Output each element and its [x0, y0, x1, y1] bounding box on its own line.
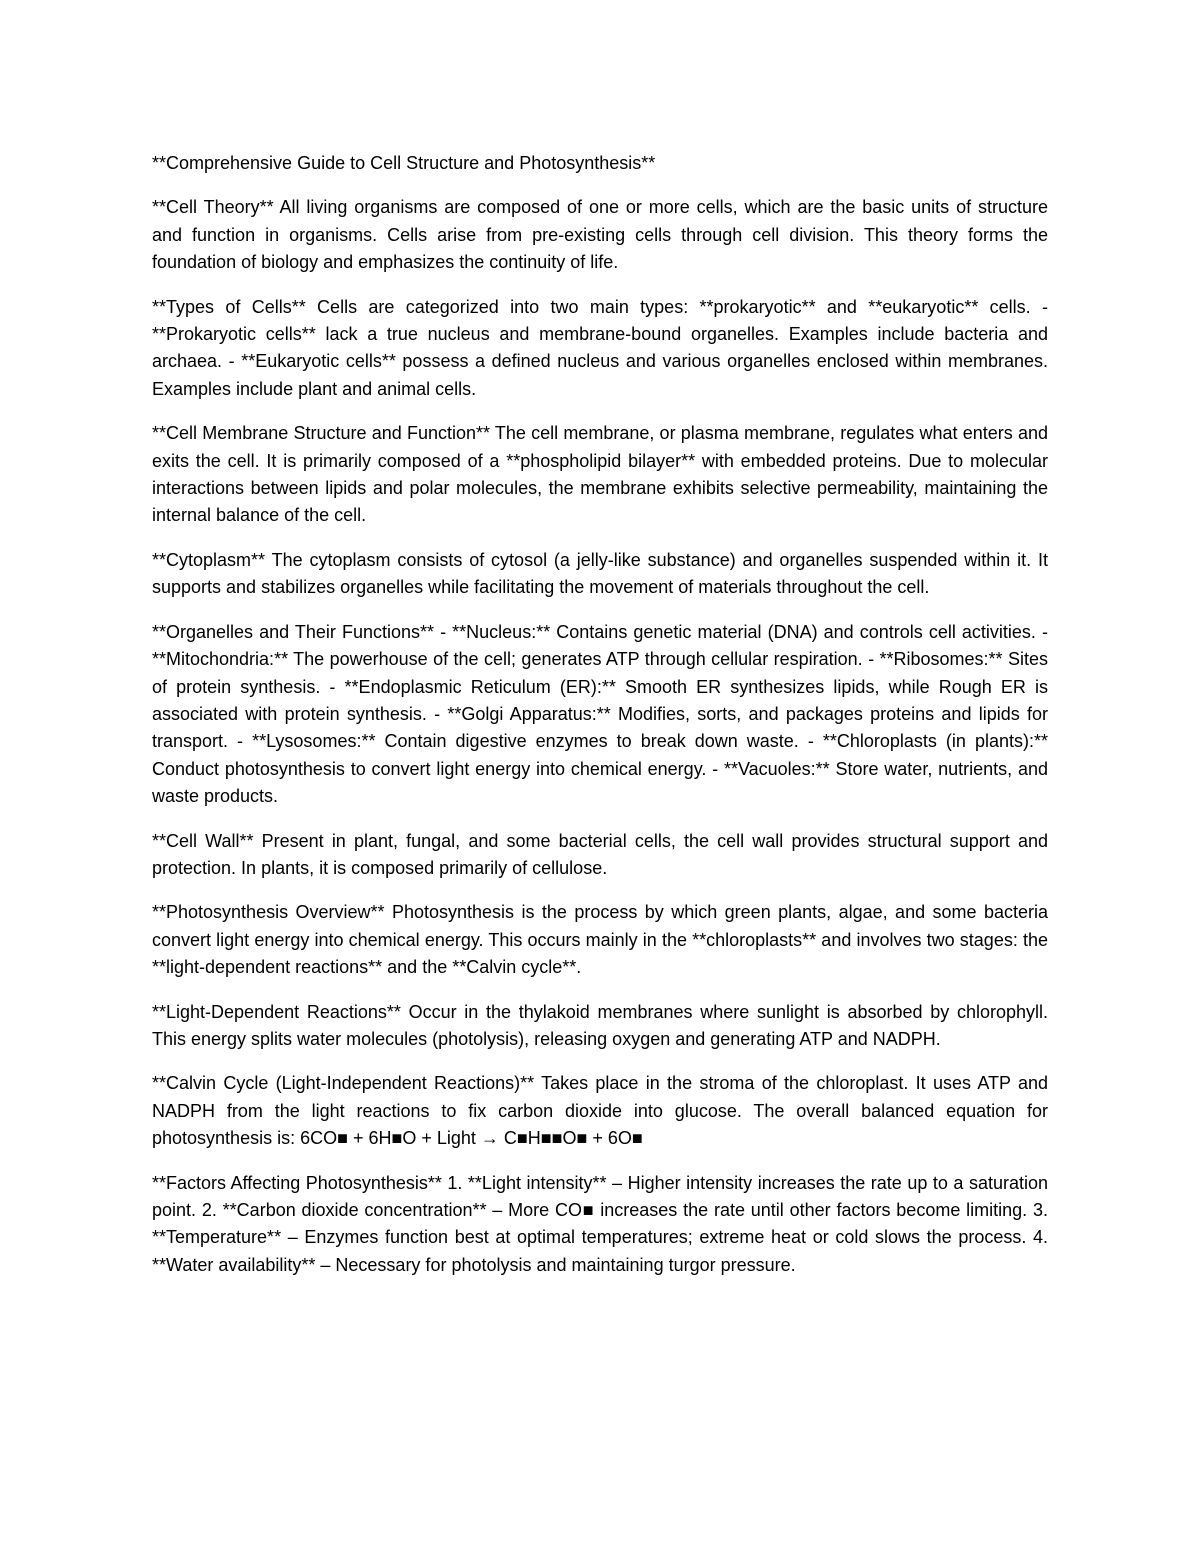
paragraph-cytoplasm: **Cytoplasm** The cytoplasm consists of cytosol (a jelly-like substance) and organelles suspended within it. It supports and stabilizes organelles while facilitating the movement of materials throughout the cell.: [152, 549, 1048, 598]
paragraph-light-dependent-reactions: **Light-Dependent Reactions** Occur in the thylakoid membranes where sunlight is absorbed by chlorophyll. This energy splits water molecules (photolysis), releasing oxygen and generating ATP and NADPH.: [152, 1001, 1048, 1049]
document-page: [152, 150, 1048, 1296]
document-title: **Comprehensive Guide to Cell Structure and Photosynthesis**: [152, 153, 656, 173]
paragraph-organelles: **Organelles and Their Functions** - **Nucleus:** Contains genetic material (DNA) and controls cell activities. - **Mitochondria:** The powerhouse of the cell; generates ATP through cellular respiration. - **Ribosomes:** Sites of protein synthesis. - **Endoplasmic Reticulum (ER):** Smooth ER synthesizes lipids, while Rough ER is associated with protein synthesis. - **Golgi Apparatus:** Modifies, sorts, and packages proteins and lipids for transport. - **Lysosomes:** Contain digestive enzymes to break down waste. - **Chloroplasts (in plants):** Conduct photosynthesis to convert light energy into chemical energy. - **Vacuoles:** Store water, nutrients, and waste products.: [152, 621, 1048, 807]
paragraph-factors-affecting-photosynthesis: **Factors Affecting Photosynthesis** 1. **Light intensity** – Higher intensity increases the rate up to a saturation point. 2. **Carbon dioxide concentration** – More CO■ increases the rate until other factors become limiting. 3. **Temperature** – Enzymes function best at optimal temperatures; extreme heat or cold slows the process. 4. **Water availability** – Necessary for photolysis and maintaining turgor pressure.: [152, 1172, 1048, 1275]
paragraph-cell-theory: **Cell Theory** All living organisms are composed of one or more cells, which are the basic units of structure and function in organisms. Cells arise from pre-existing cells through cell division. This theory forms the foundation of biology and emphasizes the continuity of life.: [152, 197, 1048, 273]
paragraph-cell-membrane: **Cell Membrane Structure and Function** The cell membrane, or plasma membrane, regulates what enters and exits the cell. It is primarily composed of a **phospholipid bilayer** with embedded proteins. Due to molecular interactions between lipids and polar molecules, the membrane exhibits selective permeability, maintaining the internal balance of the cell.: [152, 423, 1048, 526]
paragraph-photosynthesis-overview: **Photosynthesis Overview** Photosynthesis is the process by which green plants, algae, and some bacteria convert light energy into chemical energy. This occurs mainly in the **chloroplasts** and involves two stages: the **light-dependent reactions** and the **Calvin cycle**.: [152, 902, 1048, 978]
paragraph-cell-wall: **Cell Wall** Present in plant, fungal, and some bacterial cells, the cell wall provides structural support and protection. In plants, it is composed primarily of cellulose.: [152, 830, 1048, 878]
paragraph-types-of-cells: **Types of Cells** Cells are categorized into two main types: **prokaryotic** and **eukaryotic** cells. - **Prokaryotic cells** lack a true nucleus and membrane-bound organelles. Examples include bacteria and archaea. - **Eukaryotic cells** possess a defined nucleus and various organelles enclosed within membranes. Examples include plant and animal cells.: [152, 296, 1048, 399]
paragraph-calvin-cycle: **Calvin Cycle (Light-Independent Reactions)** Takes place in the stroma of the chloroplast. It uses ATP and NADPH from the light reactions to fix carbon dioxide into glucose. The overall balanced equation for photosynthesis is: 6CO■ + 6H■O + Light → C■H■■O■ + 6O■: [152, 1073, 1048, 1149]
